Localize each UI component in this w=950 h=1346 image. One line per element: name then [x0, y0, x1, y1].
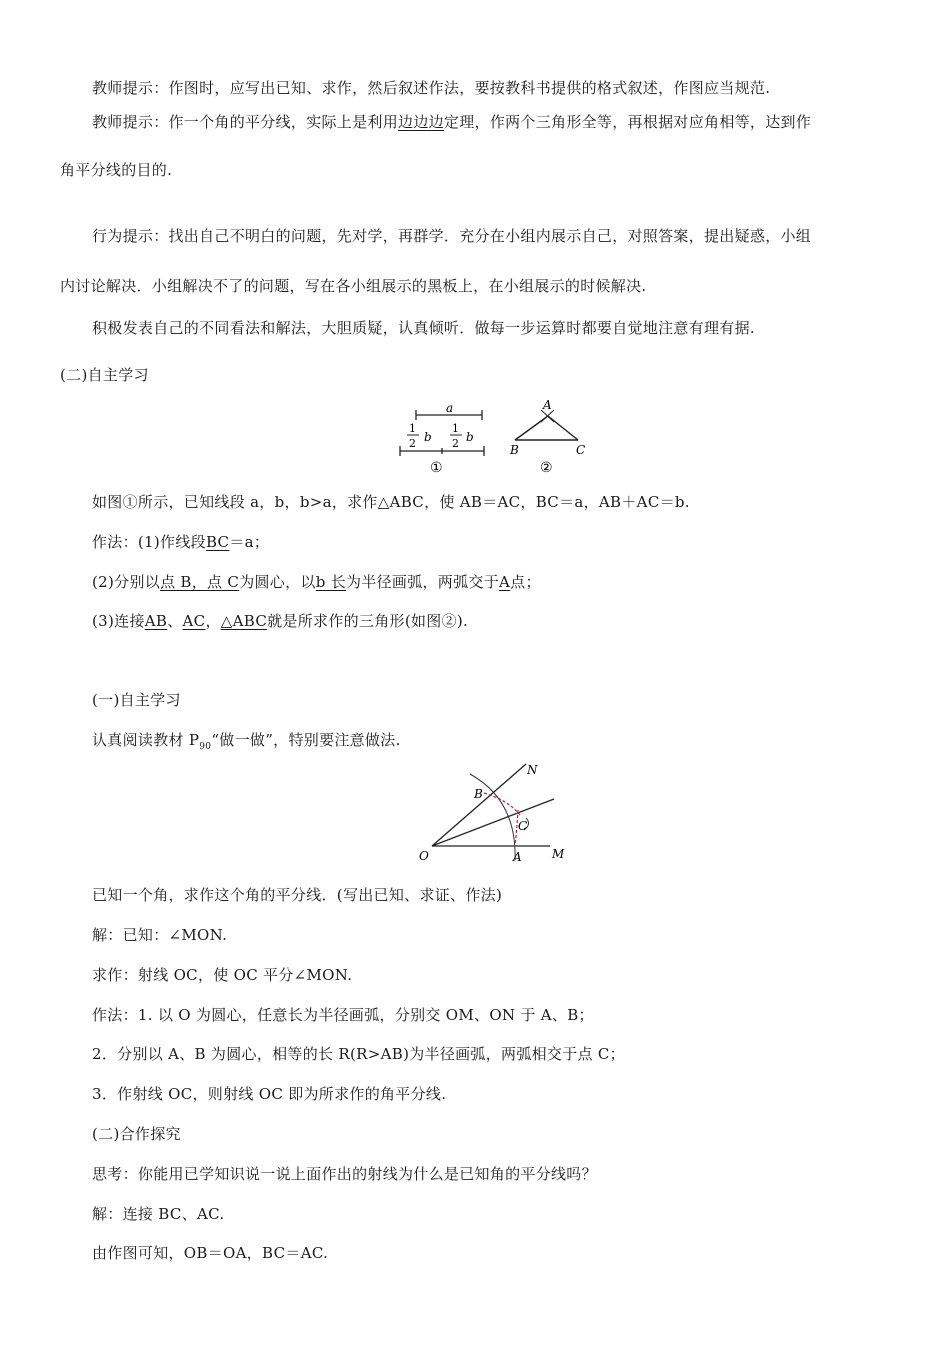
step3-text-d: 就是所求作的三角形(如图②).: [267, 612, 469, 630]
behavior-line-3: 积极发表自己的不同看法和解法，大胆质疑，认真倾听．做每一步运算时都要自觉地注意有理有据.: [92, 319, 755, 337]
section-heading-coop: (二)合作探究: [92, 1125, 181, 1143]
fig1-label-b-2: b: [466, 430, 474, 444]
tip-line-3: 角平分线的目的.: [60, 161, 173, 179]
step2-text-d: 点；: [510, 573, 541, 591]
tip-line-1: 教师提示：作图时，应写出已知、求作，然后叙述作法，要按教科书提供的格式叙述，作图应当规范.: [92, 79, 771, 97]
figure-angle-bisector: [414, 760, 570, 870]
behavior-line-2: 内讨论解决．小组解决不了的问题，写在各小组展示的黑板上，在小组展示的时候解决.: [60, 277, 647, 295]
tip2-underlined-theorem: 边边边: [398, 113, 444, 131]
task-statement: 已知一个角，求作这个角的平分线．(写出已知、求证、作法): [92, 886, 503, 904]
step3-underlined-abc: △ABC: [220, 612, 268, 630]
bisector-step-2: 2．分别以 A、B 为圆心，相等的长 R(R>AB)为半径画弧，两弧相交于点 C；: [92, 1045, 625, 1063]
think-question: 思考：你能用已学知识说一说上面作出的射线为什么是已知角的平分线吗？: [92, 1165, 597, 1183]
fig1-half-num-2: 1: [452, 422, 459, 435]
solution-line-2: 由作图可知，OB＝OA，BC＝AC.: [92, 1244, 329, 1262]
step2-underlined-b: b 长: [315, 573, 346, 591]
bisector-step-3: 3．作射线 OC，则射线 OC 即为所求作的角平分线.: [92, 1085, 447, 1103]
fig1-half-num-1: 1: [409, 422, 416, 435]
step2-text-b: 为圆心，以: [239, 573, 316, 591]
fig-label-O: O: [419, 849, 429, 863]
fig2-label-A: A: [543, 398, 552, 412]
fig-label-C: C: [518, 819, 528, 833]
fig1-half-den-2: 2: [452, 437, 459, 450]
bisector-step-1: 作法：1. 以 O 为圆心，任意长为半径画弧，分别交 OM、ON 于 A、B；: [92, 1006, 594, 1024]
solution-line-1: 解：连接 BC、AC.: [92, 1205, 225, 1223]
step3-text-a: (3)连接: [92, 612, 145, 630]
tip-line-2: [92, 112, 811, 132]
reading-instruction: [92, 730, 401, 757]
fig-label-M: M: [552, 847, 565, 861]
fig2-circled-2: ②: [540, 460, 553, 476]
fig-label-N: N: [527, 763, 538, 777]
fig2-label-C: C: [576, 443, 586, 457]
problem-statement: 如图①所示，已知线段 a，b，b>a，求作△ABC，使 AB＝AC，BC＝a，AB＋AC＝b.: [92, 493, 690, 511]
section-heading-2: (二)自主学习: [60, 366, 149, 384]
reading-text-b: “做一做”，特别要注意做法.: [211, 731, 401, 749]
step3-underlined-ab: AB: [144, 612, 168, 630]
step1-text-a: 作法：(1)作线段: [92, 533, 206, 551]
method-step-1: [92, 532, 269, 552]
behavior-line-1: 行为提示：找出自己不明白的问题，先对学，再群学．充分在小组内展示自己，对照答案，提出疑惑，小组: [92, 227, 812, 245]
step3-underlined-ac: AC: [182, 612, 206, 630]
construct-line: 求作：射线 OC，使 OC 平分∠MON.: [92, 966, 353, 984]
fig1-label-b-1: b: [424, 430, 432, 444]
step2-text-c: 为半径画弧，两弧交于: [346, 573, 500, 591]
reading-text-a: 认真阅读教材 P: [92, 731, 200, 749]
tip2-text-a: 教师提示：作一个角的平分线，实际上是利用: [92, 113, 399, 131]
step2-underlined-points: 点 B，点 C: [160, 573, 240, 591]
fig1-label-a: a: [446, 401, 454, 415]
method-step-3: [92, 611, 468, 631]
fig-label-A: A: [513, 850, 522, 864]
given-line: 解：已知：∠MON.: [92, 926, 228, 944]
step3-text-c: ，: [205, 612, 221, 630]
section-heading-1: (一)自主学习: [92, 691, 181, 709]
reading-page-sub: 90: [199, 742, 212, 752]
method-step-2: [92, 572, 541, 592]
tip2-text-b: 定理，作两个三角形全等，再根据对应角相等，达到作: [443, 113, 812, 131]
fig2-label-B: B: [510, 443, 519, 457]
step1-underlined-bc: BC: [205, 533, 230, 551]
figure-1-2: [388, 398, 610, 476]
step3-text-b: 、: [167, 612, 183, 630]
fig1-circled-1: ①: [430, 460, 443, 476]
fig1-half-den-1: 2: [409, 437, 416, 450]
step1-text-b: ＝a；: [229, 533, 270, 551]
fig-label-B: B: [474, 787, 483, 801]
step2-underlined-a: A: [499, 573, 511, 591]
step2-text-a: (2)分别以: [92, 573, 161, 591]
